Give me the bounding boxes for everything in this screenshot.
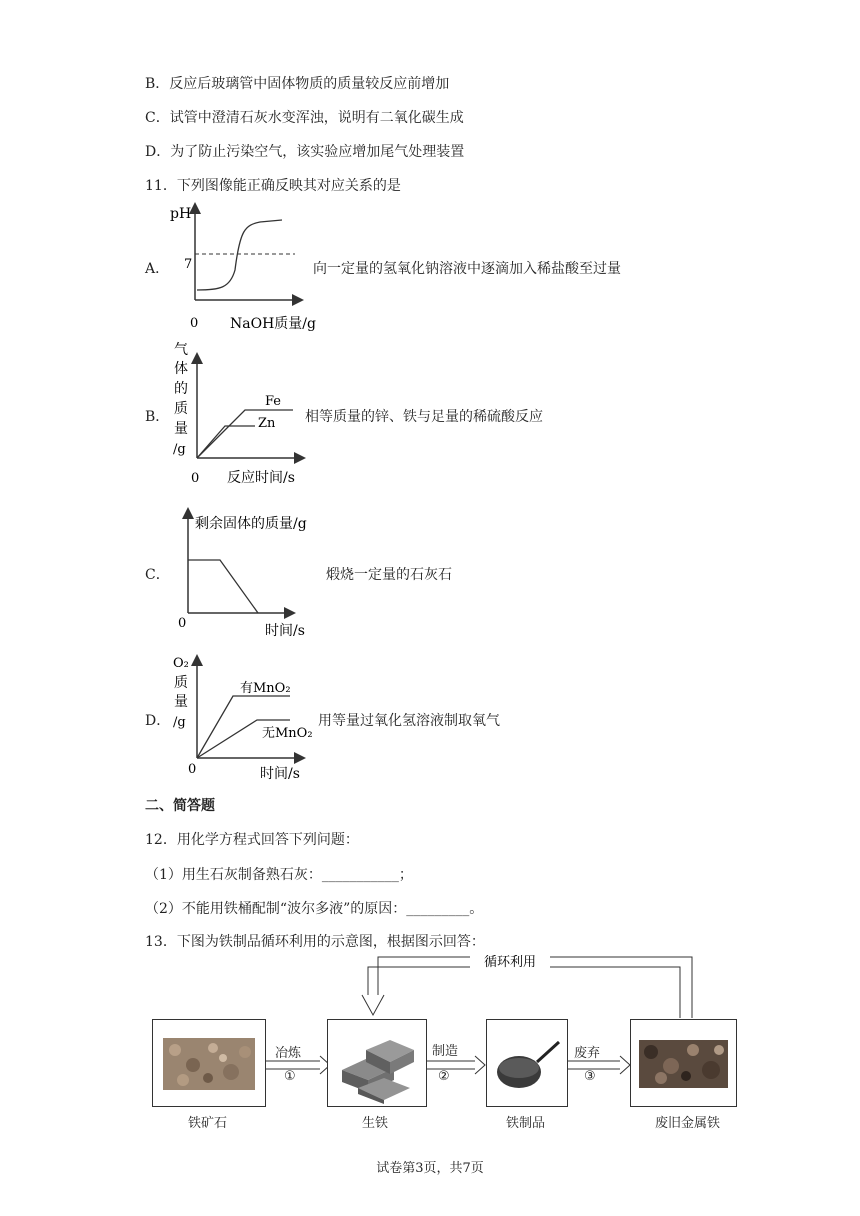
arrow-2-step: ② [438,1069,450,1084]
mass-line [188,560,258,613]
scrap-iron-image [631,1020,736,1106]
fe-label: Fe [265,394,282,409]
q11-option-a-letter: A． [145,261,170,277]
x-label: 时间/s [265,623,305,639]
recycle-arrowhead [362,995,384,1015]
q11-option-b-desc: 相等质量的锌、铁与足量的稀硫酸反应 [305,409,543,425]
q11-option-b-graph [165,338,315,488]
y-label-char-4: /g [173,715,186,730]
q13-stem: 13．下图为铁制品循环利用的示意图，根据图示回答： [145,934,485,950]
pig-iron-image [328,1020,426,1106]
y-label-char-3: 量 [174,694,188,710]
y-label-char-1: O₂ [173,656,189,671]
q11-option-a-graph [160,200,320,335]
without-mno2-label: 无MnO₂ [262,726,313,741]
q11-option-d-letter: D． [145,713,171,729]
page-footer: 试卷第3页，共7页 [376,1161,484,1176]
x-label: NaOH质量/g [230,316,316,332]
y-label-char-2: 质 [174,675,188,691]
y-label-char-5: 量 [174,421,188,437]
caption-pig-iron: 生铁 [362,1116,389,1131]
box-iron-ore [152,1019,266,1107]
zn-line [197,426,255,458]
q11-option-a-desc: 向一定量的氢氧化钠溶液中逐滴加入稀盐酸至过量 [313,261,621,277]
q11-option-c-letter: C． [145,567,170,583]
origin-label: 0 [188,762,197,777]
q11-option-c-desc: 煅烧一定量的石灰石 [326,567,452,583]
caption-iron-product: 铁制品 [506,1116,546,1131]
fe-line [197,410,293,458]
y-label-char-4: 质 [174,401,188,417]
section-title: 二、简答题 [145,798,215,814]
wok-image [487,1020,567,1106]
arrow-3-label: 废弃 [574,1046,601,1061]
arrow-3-step: ③ [584,1069,596,1084]
y-label-char-3: 的 [174,381,188,397]
q11-stem: 11．下列图像能正确反映其对应关系的是 [145,178,401,194]
arrow-1-label: 冶炼 [275,1046,302,1061]
recycle-outer-line [368,967,680,1018]
box-scrap-iron [630,1019,737,1107]
cycle-label: 循环利用 [483,955,537,970]
y-label: 剩余固体的质量/g [195,516,307,532]
x-label: 反应时间/s [227,470,295,486]
y-label: pH [170,206,192,222]
origin-label: 0 [191,471,200,486]
q10-option-c: C．试管中澄清石灰水变浑浊，说明有二氧化碳生成 [145,110,464,126]
arrow-2-label: 制造 [432,1044,459,1059]
iron-ore-image [153,1020,265,1106]
y-label-char-1: 气 [174,342,188,358]
y-label-char-2: 体 [174,361,188,377]
q10-option-b: B．反应后玻璃管中固体物质的质量较反应前增加 [145,76,450,92]
x-label: 时间/s [260,766,300,782]
q12-stem: 12．用化学方程式回答下列问题： [145,832,359,848]
zn-label: Zn [258,416,276,431]
q11-option-b-letter: B． [145,409,170,425]
caption-iron-ore: 铁矿石 [188,1116,228,1131]
caption-scrap-iron: 废旧金属铁 [655,1116,721,1131]
with-mno2-label: 有MnO₂ [240,681,291,696]
q11-option-c-graph [170,505,335,645]
y-label-char-6: /g [173,442,186,457]
q12-part2: （2）不能用铁桶配制“波尔多液”的原因：_________。 [145,901,484,917]
ph-curve [197,220,282,290]
q11-option-d-desc: 用等量过氧化氢溶液制取氧气 [318,713,500,729]
box-iron-product [486,1019,568,1107]
arrow-1-step: ① [284,1069,296,1084]
box-pig-iron [327,1019,427,1107]
q10-option-d: D．为了防止污染空气，该实验应增加尾气处理装置 [145,144,465,160]
y-mark-7: 7 [184,257,193,272]
q12-part1: （1）用生石灰制备熟石灰：___________； [145,867,413,883]
origin-label: 0 [190,316,199,331]
origin-label: 0 [178,616,187,631]
q11-option-d-graph [165,650,325,785]
